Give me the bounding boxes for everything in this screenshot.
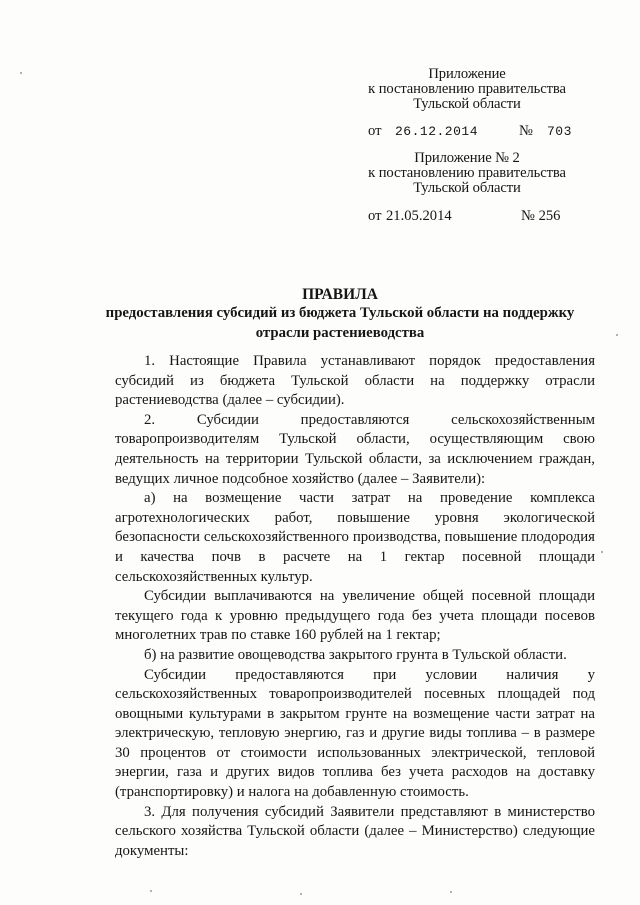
paragraph-2a: а) на возмещение части затрат на проведение комплекса агротехнологических работ, повышение уровня экологической безопасности сельскохозяйственного производства, повышение плодородия и качества почв в расчете на 1 гектар посевной площади сельскохозяйственных культур. [115, 490, 595, 585]
appendix-1-date: 26.12.2014 [395, 124, 479, 139]
scan-speck [150, 890, 152, 892]
appendix-2-line-1: Приложение № 2 [414, 150, 520, 166]
appendix-1-number-label: № [519, 123, 533, 139]
appendix-header-1 [362, 67, 572, 112]
appendix-2-number: № 256 [521, 208, 561, 224]
scan-speck [616, 334, 618, 336]
appendix-2-from-label: от [368, 208, 382, 224]
paragraph-3: 3. Для получения субсидий Заявители представляют в министерство сельского хозяйства Тульской области (далее – Министерство) следующие документы: [115, 803, 595, 859]
appendix-1-from-label: от [368, 123, 382, 139]
appendix-2-date: 21.05.2014 [386, 208, 452, 224]
appendix-1-number: 703 [547, 124, 572, 139]
document-subtitle: предоставления субсидий из бюджета Тульской области на поддержку отрасли растениеводства [105, 305, 575, 341]
document-title: ПРАВИЛА [302, 286, 378, 303]
appendix-2-line-2: к постановлению правительства [368, 165, 566, 181]
paragraph-2: 2. Субсидии предоставляются сельскохозяйственным товаропроизводителям Тульской области, осуществляющим свою деятельность на территории Тульской области, за исключением граждан, ведущих личное подсобное хозяйство (далее – Заявители): [115, 411, 595, 487]
appendix-2-line-3: Тульской области [413, 180, 521, 196]
paragraph-1: 1. Настоящие Правила устанавливают порядок предоставления субсидий из бюджета Тульской области на поддержку отрасли растениеводства (далее – субсидии). [115, 353, 595, 409]
scan-speck [20, 72, 22, 74]
paragraph-2b: б) на развитие овощеводства закрытого грунта в Тульской области. [144, 646, 567, 663]
paragraph-2b-conditions: Субсидии предоставляются при условии наличия у сельскохозяйственных товаропроизводителей посевных площадей под овощными культурами в закрытом грунте на возмещение части затрат на электрическую, тепловую энергию, газ и другие виды топлива – в размере 30 процентов от стоимости использованных электрической, тепловой энергии, газа и других видов топлива без учета расходов на доставку (транспортировку) и налога на добавленную стоимость. [115, 666, 595, 801]
scan-speck [300, 893, 302, 895]
appendix-1-line-2: к постановлению правительства [368, 81, 566, 97]
document-body [115, 352, 595, 861]
paragraph-2a-rate: Субсидии выплачиваются на увеличение общей посевной площади текущего года к уровню предыдущего года без учета площади посевов многолетних трав по ставке 160 рублей на 1 гектар; [115, 588, 595, 644]
appendix-1-line-1: Приложение [428, 66, 506, 82]
scan-speck [450, 891, 452, 893]
appendix-1-line-3: Тульской области [413, 96, 521, 112]
scan-speck [601, 551, 603, 553]
appendix-header-2 [362, 151, 572, 196]
